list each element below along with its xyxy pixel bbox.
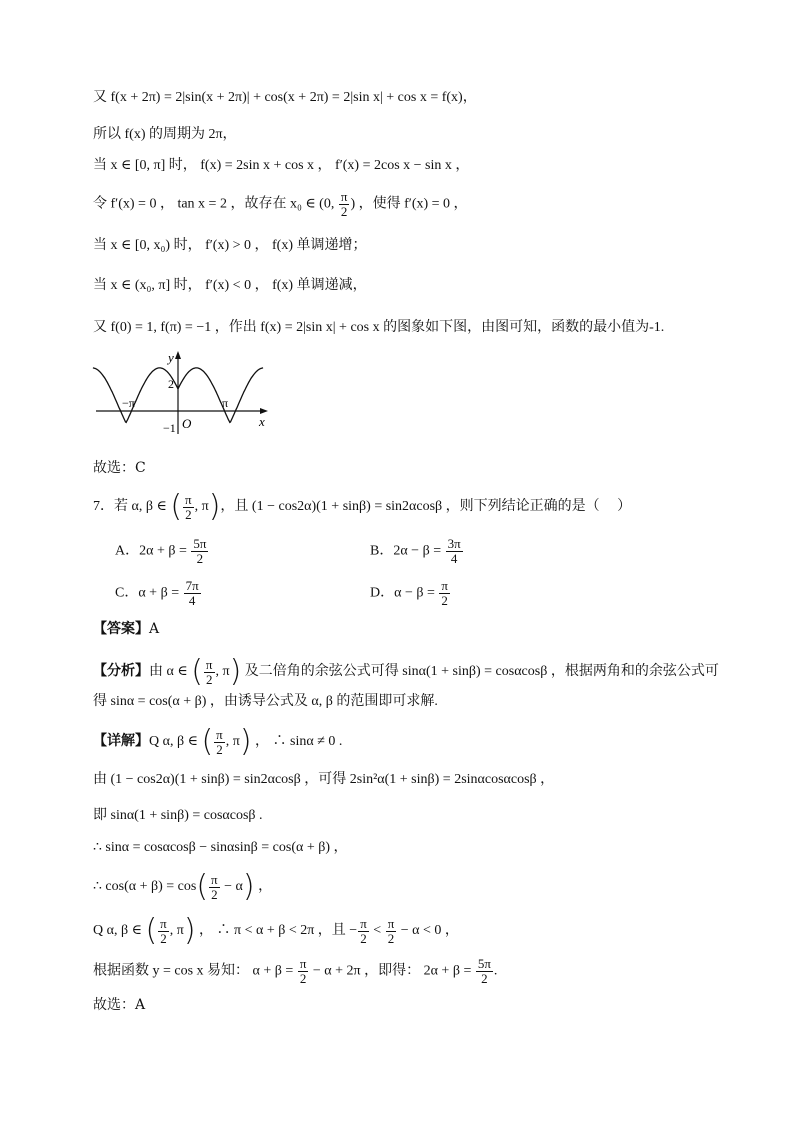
detail-tag: 【详解】 bbox=[93, 734, 149, 750]
detail-line-5 bbox=[93, 869, 273, 904]
fraction bbox=[358, 917, 369, 946]
text: 根据函数 y = cos x 易知： α + β = bbox=[93, 963, 297, 979]
answer-tag: 【答案】 bbox=[93, 621, 149, 637]
option-expr: α + β = bbox=[138, 585, 183, 601]
numerator: π bbox=[441, 578, 448, 593]
option-d[interactable] bbox=[370, 579, 451, 608]
fraction bbox=[158, 917, 169, 946]
text: ) ，使得 f′(x) = 0 ， bbox=[350, 196, 468, 212]
detail-line-7 bbox=[93, 957, 497, 986]
analysis-line-2: 得 sinα = cos(α + β) ，由诱导公式及 α, β 的范围即可求解. bbox=[93, 694, 438, 709]
label-origin: O bbox=[182, 416, 192, 431]
numerator: π bbox=[160, 915, 167, 931]
paren-open: ( bbox=[145, 913, 158, 948]
text: 由 α ∈ bbox=[149, 664, 192, 680]
fraction bbox=[204, 658, 215, 687]
analysis-line-1 bbox=[93, 654, 719, 689]
paren-open: ( bbox=[170, 489, 183, 524]
solution-line-critical-point bbox=[93, 190, 468, 219]
fraction bbox=[191, 537, 208, 566]
solution-line-increasing: 当 x ∈ [0, x₀) 时， f′(x) > 0 ， f(x) 单调递增； bbox=[93, 238, 367, 253]
numerator: π bbox=[211, 871, 218, 887]
x-axis-label: x bbox=[259, 414, 265, 429]
option-label: A． bbox=[115, 543, 140, 559]
fraction bbox=[183, 493, 194, 522]
numerator: 5π bbox=[193, 536, 207, 551]
option-label: D． bbox=[370, 585, 395, 601]
text: Q α, β ∈ bbox=[93, 923, 146, 939]
denominator: 2 bbox=[211, 886, 218, 902]
option-label: B． bbox=[370, 543, 394, 559]
numerator: π bbox=[216, 726, 223, 742]
denominator: 2 bbox=[216, 741, 223, 757]
numerator: π bbox=[387, 915, 395, 931]
text: , π bbox=[194, 499, 209, 515]
option-c[interactable] bbox=[115, 579, 202, 608]
text: Q α, β ∈ bbox=[149, 734, 202, 750]
detail-line-2: 由 (1 − cos2α)(1 + sinβ) = sin2αcosβ ，可得 2sin²α(1 + sinβ) = 2sinαcosαcosβ ， bbox=[93, 772, 555, 787]
label-two: 2 bbox=[168, 377, 174, 391]
label-neg-one: −1 bbox=[163, 421, 176, 435]
fraction bbox=[386, 917, 397, 946]
detail-line-6 bbox=[93, 913, 459, 948]
numerator: 3π bbox=[447, 536, 461, 551]
detail-line-4: ∴ sinα = cosαcosβ − sinαsinβ = cos(α + β) ， bbox=[93, 840, 348, 855]
y-axis-arrow bbox=[175, 351, 181, 359]
numerator: π bbox=[299, 956, 307, 971]
text: − α < 0 ， bbox=[397, 923, 459, 939]
detail-choice: 故选：A bbox=[93, 997, 146, 1013]
option-b[interactable] bbox=[370, 537, 464, 566]
text: < bbox=[369, 923, 385, 939]
option-expr: 2α − β = bbox=[393, 543, 445, 559]
denominator: 2 bbox=[160, 930, 167, 946]
paren-open: ( bbox=[201, 724, 214, 759]
option-a[interactable] bbox=[115, 537, 209, 566]
detail-line-3: 即 sinα(1 + sinβ) = cosαcosβ . bbox=[93, 808, 263, 823]
paren-close: ) bbox=[208, 489, 221, 524]
denominator: 2 bbox=[481, 971, 488, 986]
function-graph bbox=[92, 348, 274, 438]
answer-text: A bbox=[149, 621, 160, 637]
option-label: C． bbox=[115, 585, 139, 601]
y-axis-label: y bbox=[168, 350, 174, 365]
paren-close: ) bbox=[239, 724, 252, 759]
numerator: 5π bbox=[477, 956, 491, 971]
fraction bbox=[439, 579, 450, 608]
fraction bbox=[298, 957, 309, 986]
denominator: 4 bbox=[450, 551, 458, 566]
denominator: 4 bbox=[188, 593, 196, 608]
paren-close: ) bbox=[242, 869, 255, 904]
detail-line-1 bbox=[93, 724, 343, 759]
denominator: 2 bbox=[340, 204, 348, 219]
denominator: 2 bbox=[185, 506, 192, 522]
text: , π bbox=[169, 923, 184, 939]
text: , π bbox=[225, 734, 240, 750]
question-7-stem bbox=[93, 489, 632, 524]
fraction bbox=[476, 957, 493, 986]
solution-line-periodicity: 又 f(x + 2π) = 2|sin(x + 2π)| + cos(x + 2π) = 2|sin x| + cos x = f(x)， bbox=[93, 90, 477, 105]
numerator: π bbox=[360, 915, 367, 931]
solution-line-derivative: 当 x ∈ [0, π] 时， f(x) = 2sin x + cos x ， f′(x) = 2cos x − sin x ， bbox=[93, 158, 470, 173]
solution-line-decreasing: 当 x ∈ (x₀, π] 时， f′(x) < 0 ， f(x) 单调递减， bbox=[93, 278, 367, 293]
text: − α bbox=[220, 879, 243, 895]
numerator: 7π bbox=[185, 578, 199, 593]
analysis-tag: 【分析】 bbox=[93, 664, 149, 680]
text: ， ∴ π < α + β < 2π ，且 − bbox=[195, 923, 358, 939]
paren-close: ) bbox=[229, 654, 242, 689]
paren-open: ( bbox=[191, 654, 203, 689]
fraction bbox=[339, 190, 350, 219]
fraction bbox=[209, 873, 220, 902]
paren-close: ) bbox=[183, 913, 196, 948]
answer-line bbox=[93, 619, 159, 639]
label-pi: π bbox=[222, 396, 229, 410]
paren-open: ( bbox=[196, 869, 209, 904]
denominator: 2 bbox=[441, 593, 448, 608]
denominator: 2 bbox=[360, 930, 367, 946]
numerator: π bbox=[340, 189, 348, 204]
numerator: π bbox=[205, 656, 213, 672]
text: ， bbox=[254, 879, 273, 895]
solution-line-period: 所以 f(x) 的周期为 2π， bbox=[93, 127, 237, 142]
solution-line-minimum: 又 f(0) = 1, f(π) = −1 ，作出 f(x) = 2|sin x| + cos x 的图象如下图，由图可知，函数的最小值为-1. bbox=[93, 320, 665, 335]
denominator: 2 bbox=[196, 551, 204, 566]
fraction bbox=[446, 537, 463, 566]
text: , π bbox=[215, 664, 230, 680]
text: . bbox=[493, 963, 498, 979]
text: 及二倍角的余弦公式可得 sinα(1 + sinβ) = cosαcosβ ，根据两角和的余弦公式可 bbox=[241, 664, 719, 680]
denominator: 2 bbox=[387, 930, 395, 946]
question-number: 7． bbox=[93, 499, 114, 515]
fraction bbox=[184, 579, 201, 608]
text: − α + 2π ，即得： 2α + β = bbox=[309, 963, 475, 979]
denominator: 2 bbox=[205, 671, 213, 687]
previous-choice: 故选：C bbox=[93, 460, 146, 476]
text: 若 α, β ∈ bbox=[114, 499, 171, 515]
fraction bbox=[214, 728, 225, 757]
text: ， ∴ sinα ≠ 0 . bbox=[251, 734, 343, 750]
option-expr: α − β = bbox=[394, 585, 439, 601]
label-neg-pi: −π bbox=[122, 396, 135, 410]
text: ，且 (1 − cos2α)(1 + sinβ) = sin2αcosβ ，则下列结论正确的是（ ） bbox=[220, 499, 632, 515]
denominator: 2 bbox=[299, 971, 307, 986]
numerator: π bbox=[185, 491, 192, 507]
text: ∴ cos(α + β) = cos bbox=[93, 879, 197, 895]
option-expr: 2α + β = bbox=[139, 543, 191, 559]
text: 令 f′(x) = 0 ， tan x = 2 ，故存在 x₀ ∈ (0, bbox=[93, 196, 338, 212]
